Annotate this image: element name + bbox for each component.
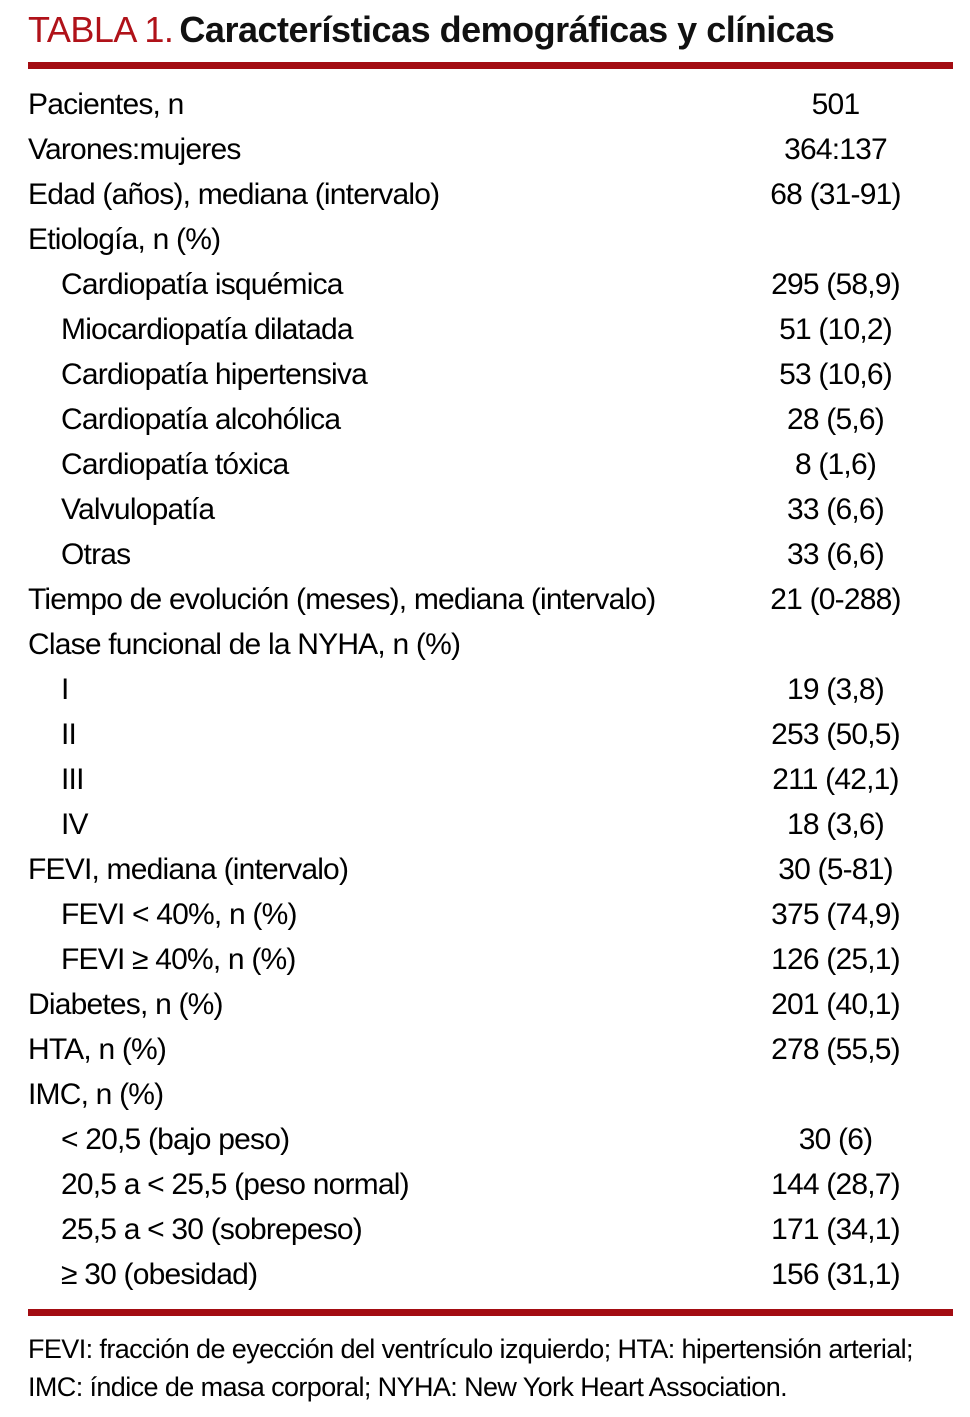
table-row <box>28 802 953 847</box>
row-label: Cardiopatía alcohólica <box>61 402 341 436</box>
row-value: 375 (74,9) <box>771 897 900 931</box>
table-footnote <box>28 1316 953 1406</box>
top-rule <box>28 62 953 69</box>
row-label: IMC, n (%) <box>28 1077 164 1111</box>
table-row <box>28 982 953 1027</box>
row-value: 68 (31-91) <box>770 177 901 211</box>
table-row <box>28 757 953 802</box>
row-value: 278 (55,5) <box>771 1032 900 1066</box>
table-row <box>28 262 953 307</box>
table-row <box>28 172 953 217</box>
row-value: 51 (10,2) <box>779 312 892 346</box>
row-value: 253 (50,5) <box>771 717 900 751</box>
row-label: ≥ 30 (obesidad) <box>61 1257 258 1291</box>
table-row <box>28 577 953 622</box>
table-row <box>28 847 953 892</box>
table-row <box>28 352 953 397</box>
bottom-rule <box>28 1309 953 1316</box>
table-row <box>28 1072 953 1117</box>
row-label: Pacientes, n <box>28 87 184 121</box>
table-row <box>28 487 953 532</box>
row-label: II <box>61 717 77 751</box>
table-row <box>28 532 953 577</box>
row-value: 211 (42,1) <box>772 762 899 796</box>
table-row <box>28 1252 953 1297</box>
row-label: < 20,5 (bajo peso) <box>61 1122 290 1156</box>
row-label: Cardiopatía tóxica <box>61 447 289 481</box>
row-value: 18 (3,6) <box>787 807 884 841</box>
row-label: IV <box>61 807 88 841</box>
footnote-line-2: IMC: índice de masa corporal; NYHA: New York Heart Association. <box>28 1372 788 1402</box>
row-value: 8 (1,6) <box>794 447 877 481</box>
table-row <box>28 667 953 712</box>
table-row <box>28 937 953 982</box>
row-value: 156 (31,1) <box>771 1257 900 1291</box>
table-row <box>28 127 953 172</box>
row-label: FEVI, mediana (intervalo) <box>28 852 349 886</box>
row-label: 25,5 a < 30 (sobrepeso) <box>61 1212 362 1246</box>
row-value: 30 (6) <box>798 1122 873 1156</box>
row-label: Edad (años), mediana (intervalo) <box>28 177 440 211</box>
row-label: FEVI ≥ 40%, n (%) <box>61 942 296 976</box>
row-label: Tiempo de evolución (meses), mediana (intervalo) <box>28 582 656 616</box>
row-value: 28 (5,6) <box>787 402 884 436</box>
row-label: 20,5 a < 25,5 (peso normal) <box>61 1167 409 1201</box>
table-row <box>28 82 953 127</box>
table-row <box>28 1207 953 1252</box>
row-value: 144 (28,7) <box>771 1167 900 1201</box>
table-body <box>28 69 953 1307</box>
table-row <box>28 307 953 352</box>
row-value: 33 (6,6) <box>787 537 884 571</box>
row-value: 19 (3,8) <box>787 672 884 706</box>
table-row <box>28 712 953 757</box>
row-label: Otras <box>61 537 131 571</box>
table-row <box>28 397 953 442</box>
row-value: 501 <box>811 87 860 121</box>
row-label: I <box>61 672 69 706</box>
table-row <box>28 442 953 487</box>
row-value: 53 (10,6) <box>779 357 892 391</box>
row-label: Valvulopatía <box>61 492 215 526</box>
row-value: 21 (0-288) <box>770 582 901 616</box>
table-row <box>28 1117 953 1162</box>
row-value: 295 (58,9) <box>771 267 900 301</box>
row-label: Etiología, n (%) <box>28 222 221 256</box>
table-row <box>28 892 953 937</box>
table-row <box>28 622 953 667</box>
table-row <box>28 1027 953 1072</box>
row-value: 364:137 <box>784 132 887 166</box>
table-title <box>28 8 953 52</box>
row-label: Varones:mujeres <box>28 132 241 166</box>
row-label: III <box>61 762 84 796</box>
row-value: 126 (25,1) <box>771 942 900 976</box>
row-label: Clase funcional de la NYHA, n (%) <box>28 627 461 661</box>
table-row <box>28 1162 953 1207</box>
table-row <box>28 217 953 262</box>
row-label: Diabetes, n (%) <box>28 987 223 1021</box>
footnote-line-1: FEVI: fracción de eyección del ventrículo izquierdo; HTA: hipertensión arterial; <box>28 1334 913 1364</box>
table-number: TABLA 1. <box>28 9 174 50</box>
table-caption: Características demográficas y clínicas <box>179 9 835 50</box>
row-label: FEVI < 40%, n (%) <box>61 897 297 931</box>
row-value: 30 (5-81) <box>778 852 893 886</box>
row-label: Miocardiopatía dilatada <box>61 312 353 346</box>
row-label: Cardiopatía hipertensiva <box>61 357 367 391</box>
row-label: HTA, n (%) <box>28 1032 167 1066</box>
row-value: 171 (34,1) <box>771 1212 900 1246</box>
row-label: Cardiopatía isquémica <box>61 267 343 301</box>
row-value: 201 (40,1) <box>771 987 900 1021</box>
row-value: 33 (6,6) <box>787 492 884 526</box>
